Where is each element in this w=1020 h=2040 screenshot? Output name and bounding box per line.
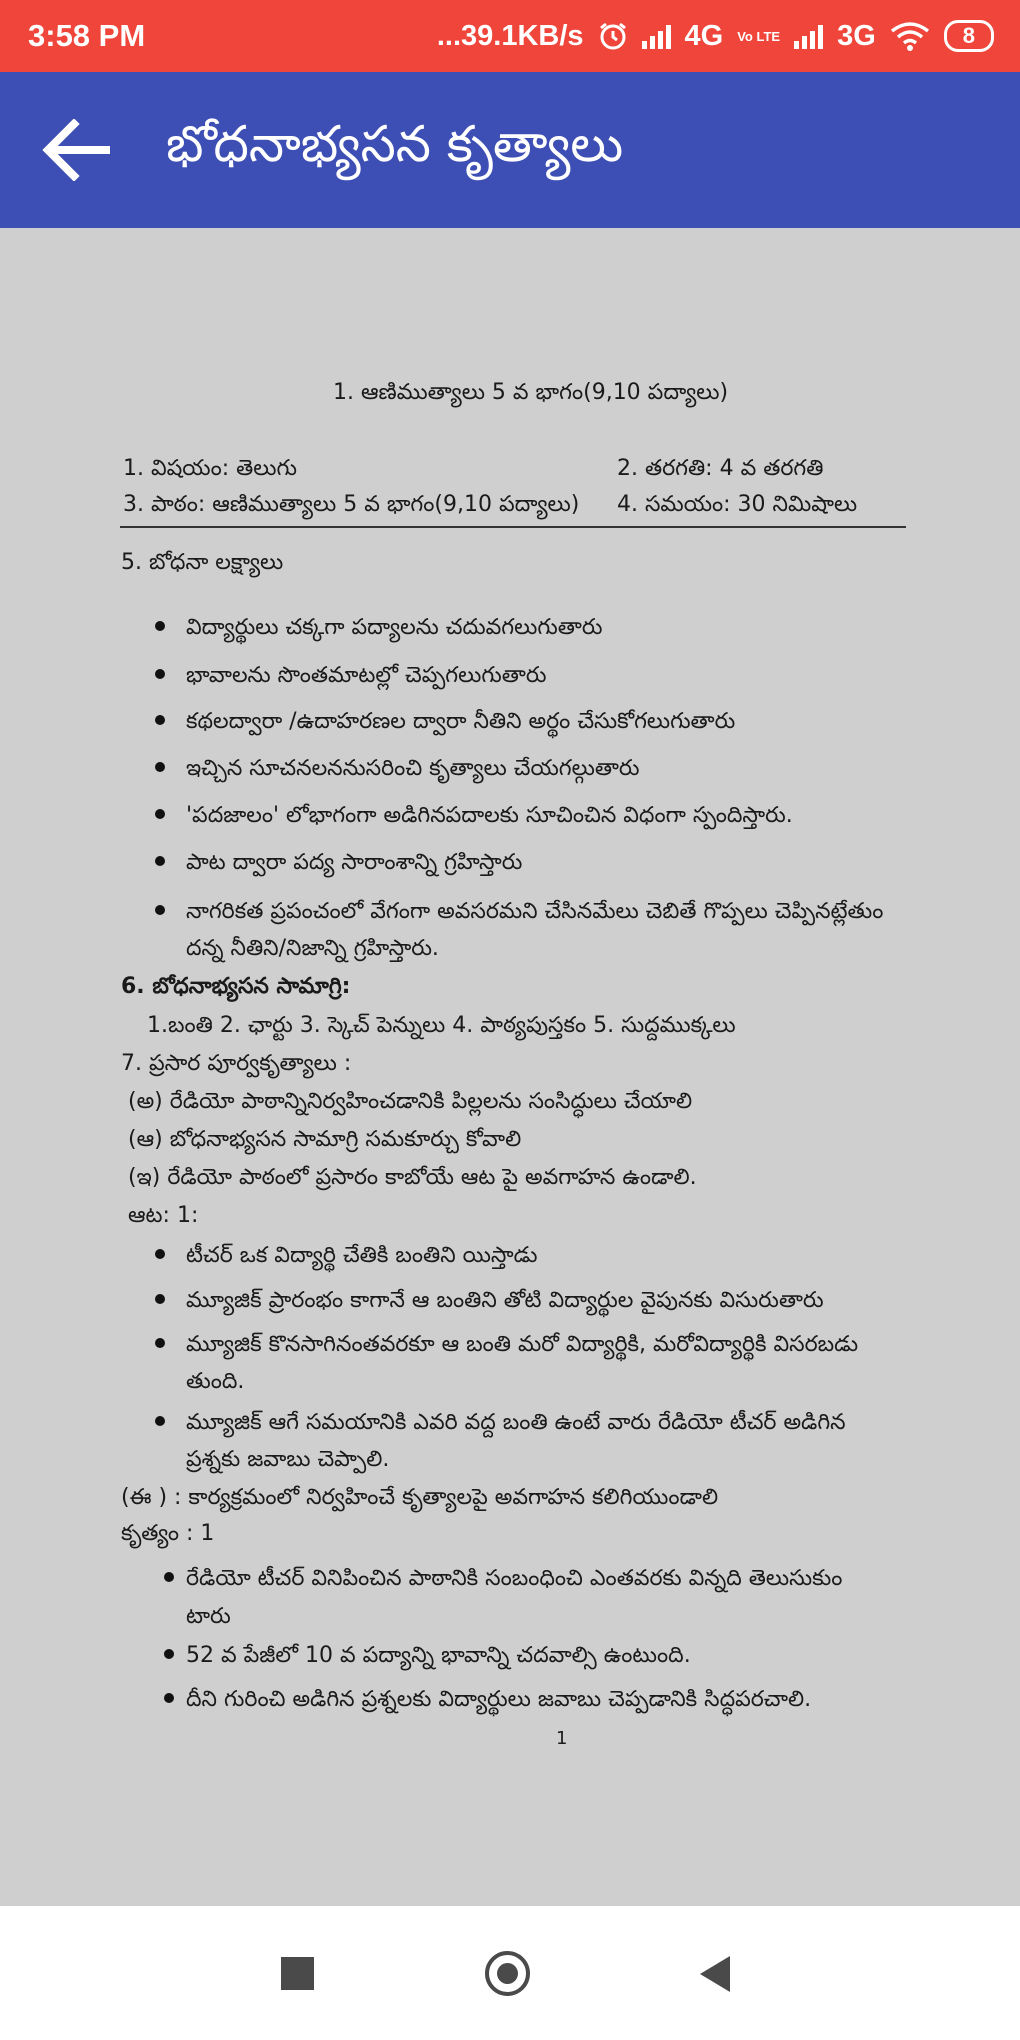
info-class: 2. తరగతి: 4 వ తరగతి <box>617 456 824 481</box>
alarm-icon <box>598 21 628 51</box>
info-time: 4. సమయం: 30 నిమిషాలు <box>617 492 858 517</box>
pre-broadcast-b: (ఆ) బోధనాభ్యసన సామాగ్రి సమకూర్చు కోవాలి <box>128 1127 522 1152</box>
info-subject: 1. విషయం: తెలుగు <box>123 456 297 481</box>
arrow-back-icon <box>42 119 110 181</box>
divider <box>120 526 906 528</box>
battery-icon: 8 <box>944 20 994 52</box>
materials-list: 1.బంతి 2. ఛార్టు 3. స్కెచ్ పెన్నులు 4. పాఠ్యపుస్తకం 5. సుద్దముక్కలు <box>147 1013 736 1038</box>
network-type-1: 4G <box>684 19 724 52</box>
nav-back-button[interactable] <box>700 1956 730 1992</box>
wifi-icon <box>890 21 930 51</box>
doc-heading: 1. ఆణిముత్యాలు 5 వ భాగం(9,10 పద్యాలు) <box>333 380 729 405</box>
home-button[interactable] <box>485 1951 530 1996</box>
task-title: కృత్యం : 1 <box>121 1521 215 1546</box>
pre-broadcast-a: (అ) రేడియో పాఠాన్నినిర్వహించడానికి పిల్లలను సంసిద్ధులు చేయాలి <box>128 1089 693 1114</box>
pre-broadcast-title: 7. ప్రసార పూర్వకృత్యాలు : <box>121 1051 352 1076</box>
page-number: 1 <box>556 1728 568 1749</box>
pre-broadcast-d: (ఈ ) : కార్యక్రమంలో నిర్వహించే కృత్యాలపై అవగాహన కలిగియుండాలి <box>121 1485 719 1510</box>
status-time: 3:58 PM <box>28 18 146 53</box>
materials-title: 6. బోధనాభ్యసన సామాగ్రి: <box>121 974 351 999</box>
signal-icon <box>642 23 671 49</box>
page-title: భోధనాభ్యసన కృత్యాలు <box>166 114 624 173</box>
game-title: ఆట: 1: <box>128 1203 199 1228</box>
volte-icon: Vo LTE <box>737 28 781 44</box>
document-page: 1. ఆణిముత్యాలు 5 వ భాగం(9,10 పద్యాలు) 1. విషయం: తెలుగు 2. తరగతి: 4 వ తరగతి 3. పాఠం: ఆణిముత్యాలు 5 వ భాగం(9,10 పద్యాలు) 4. సమయం: 30 నిమిషాలు 5. బోధనా లక్ష్యాలు విద్యార్థులు చక్కగా పద్యాలను చదువగలుగుతారు భావాలను సొంతమాటల్లో చెప్పగలుగుతారు కథలద్వారా /ఉదాహరణల ద్వారా నీతిని అర్థం చేసుకోగలుగుతారు ఇచ్చిన సూచనలననుసరించి కృత్యాలు చేయగల్గుతారు 'పదజాలం' లోభాగంగా అడిగినపదాలకు సూచించిన విధంగా స్పందిస్తారు. పాట ద్వారా పద్య సారాంశాన్ని గ్రహిస్తారు నాగరికత ప్రపంచంలో వేగంగా అవసరమని చేసినమేలు చెబితే గొప్పలు చెప్పినట్లేతుం దన్న నీతిని/నిజాన్ని గ్రహిస్తారు. 6. బోధనాభ్యసన సామాగ్రి: 1.బంతి 2. ఛార్టు 3. స్కెచ్ పెన్నులు 4. పాఠ్యపుస్తకం 5. సుద్దముక్కలు 7. ప్రసార పూర్వకృత్యాలు : (అ) రేడియో పాఠాన్నినిర్వహించడానికి పిల్లలను సంసిద్ధులు చేయాలి (ఆ) బోధనాభ్యసన సామాగ్రి సమకూర్చు కోవాలి (ఇ) రేడియో పాఠంలో ప్రసారం కాబోయే ఆట పై అవగాహన ఉండాలి. ఆట: 1: టీచర్ ఒక విద్యార్థి చేతికి బంతిని యిస్తాడు మ్యూజిక్ ప్రారంభం కాగానే ఆ బంతిని తోటి విద్యార్థుల వైపునకు విసురుతారు మ్యూజిక్ కొనసాగినంతవరకూ ఆ బంతి మరో విద్యార్థికి, మరోవిద్యార్థికి విసరబడు తుంది. మ్యూజిక్ ఆగే సమయానికి ఎవరి వద్ద బంతి ఉంటే వారు రేడియో టీచర్ అడిగిన ప్రశ్నకు జవాబు చెప్పాలి. (ఈ ) : కార్యక్రమంలో నిర్వహించే కృత్యాలపై అవగాహన కలిగియుండాలి కృత్యం : 1 రేడియో టీచర్ వినిపించిన పాఠానికి సంబంధించి ఎంతవరకు విన్నది తెలుసుకుం టారు 52 వ పేజీలో 10 వ పద్యాన్ని భావాన్ని చదవాల్సి ఉంటుంది. దీని గురించి అడిగిన ప్రశ్నలకు విద్యార్థులు జవాబు చెప్పడానికి సిద్ధపరచాలి. 1 <box>0 228 1020 1906</box>
network-type-2: 3G <box>837 19 876 52</box>
network-speed: ...39.1KB/s <box>436 19 584 52</box>
info-lesson: 3. పాఠం: ఆణిముత్యాలు 5 వ భాగం(9,10 పద్యాలు) <box>123 492 580 517</box>
pre-broadcast-c: (ఇ) రేడియో పాఠంలో ప్రసారం కాబోయే ఆట పై అవగాహన ఉండాలి. <box>128 1165 697 1190</box>
signal-icon-2 <box>794 23 823 49</box>
status-icons <box>437 20 994 53</box>
navigation-bar <box>0 1906 1020 2040</box>
app-bar <box>0 72 1020 228</box>
objectives-title: 5. బోధనా లక్ష్యాలు <box>121 550 284 575</box>
recents-button[interactable] <box>281 1957 314 1990</box>
status-bar <box>0 0 1020 72</box>
back-button[interactable] <box>36 110 116 190</box>
